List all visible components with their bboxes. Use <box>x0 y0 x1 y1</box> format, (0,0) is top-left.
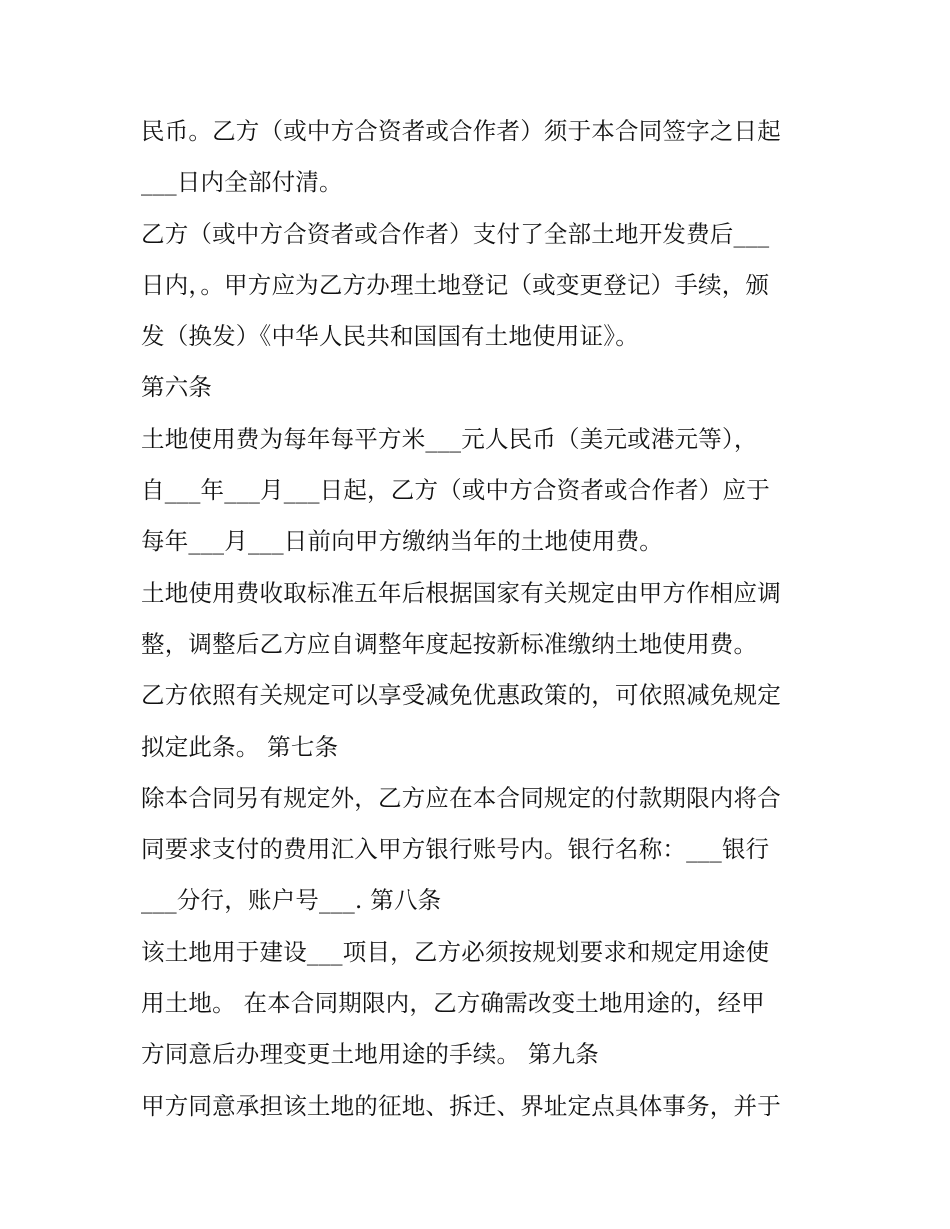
text-line: 土地使用费为每年每平方米___元人民币（美元或港元等）， <box>141 424 758 453</box>
text-line: 每年___月___日前向甲方缴纳当年的土地使用费。 <box>141 527 663 556</box>
contract-body-text <box>141 106 821 1132</box>
text-line: 拟定此条。 第七条 <box>141 732 339 761</box>
text-line: 同要求支付的费用汇入甲方银行账号内。银行名称：___银行 <box>141 835 770 864</box>
text-line: 除本合同另有规定外，乙方应在本合同规定的付款期限内将合 <box>141 783 781 812</box>
text-line: 乙方（或中方合资者或合作者）支付了全部土地开发费后___ <box>141 219 770 248</box>
text-line: 日内，。甲方应为乙方办理土地登记（或变更登记）手续，颁 <box>141 270 770 299</box>
text-line: 乙方依照有关规定可以享受减免优惠政策的，可依照减免规定 <box>141 681 781 710</box>
text-line: ___分行，账户号___. 第八条 <box>141 886 442 915</box>
text-line: 整，调整后乙方应自调整年度起按新标准缴纳土地使用费。 <box>141 629 758 658</box>
text-line: 方同意后办理变更土地用途的手续。 第九条 <box>141 1040 599 1069</box>
text-line: 民币。乙方（或中方合资者或合作者）须于本合同签字之日起 <box>141 117 781 145</box>
text-line: 土地使用费收取标准五年后根据国家有关规定由甲方作相应调 <box>141 578 781 607</box>
text-line: 甲方同意承担该土地的征地、拆迁、界址定点具体事务，并于 <box>141 1091 781 1120</box>
text-line: ___日内全部付清。 <box>141 168 343 197</box>
article-heading: 第六条 <box>141 373 213 402</box>
text-line: 用土地。 在本合同期限内，乙方确需改变土地用途的，经甲 <box>141 989 765 1018</box>
text-line: 自___年___月___日起，乙方（或中方合资者或合作者）应于 <box>141 476 770 505</box>
text-line: 该土地用于建设___项目，乙方必须按规划要求和规定用途使 <box>141 937 770 966</box>
text-line: 发（换发）《中华人民共和国国有土地使用证》。 <box>141 322 639 351</box>
